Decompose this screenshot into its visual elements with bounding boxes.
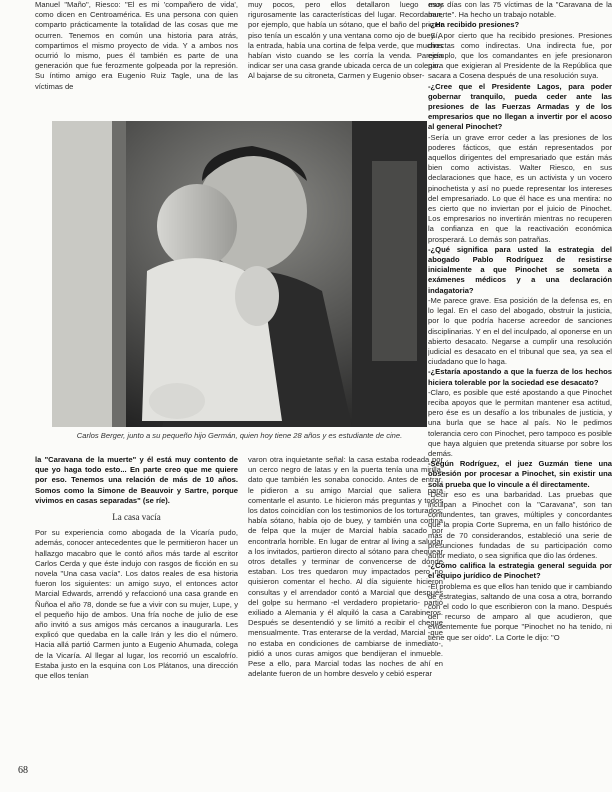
photo-caption: Carlos Berger, junto a su pequeño hijo Germán, quien hoy tiene 28 años y es estudiante de cine. [76, 431, 403, 440]
text-column-left-bottom [35, 455, 238, 785]
interview-question: -¿Cree que el Presidente Lagos, para poder gobernar tranquilo, pueda ceder ante las presiones de las Fuerzas Armadas y de los empresarios que no llegan a invertir por el acoso al general Pinochet? [428, 81, 612, 132]
text-column-right [428, 0, 612, 792]
interview-answer: -Sería un grave error ceder a las presiones de los poderes fácticos, que están representados por aquellos dirigentes del empresariado que están más bien como activistas. Walter Riesco, en sus declaraciones que hace, es un activista y un vocero pinochetista y así no puede representar los intereses del empresariado. Lo que él hace es una mentira: no es cierto que no inviertan por el juicio de Pinochet. Los empresarios no invertirán mientras no recuperen la confianza en que la reactivación económica prosperará. Lo demás son patrañas. [428, 132, 612, 244]
text-column-middle-top [248, 0, 443, 122]
paragraph: Al bajarse de su citroneta, Carmen y Eugenio obser- [248, 71, 425, 81]
interview-answer: -Claro, es posible que esté apostando a que Pinochet reciba apoyos que le permitan mantener esa actitud, pero ése es un desafío a los tribunales de justicia, y una burla que se hace al país. No le pedimos tolerancia cero con Pinochet, pero tampoco es posible que haya alguien que pretenda situarse por sobre los demás. [428, 387, 612, 458]
paragraph: Por su experiencia como abogada de la Vicaría pudo, además, conocer antecedentes que le permitieron hacer un hallazgo macabro que le contó años más tarde al escritor Carlos Cerda y que éste indujo con rasgos de ficción en su novela "Una casa vacía". Los datos reales de esa historia fueron los siguientes: un amigo suyo, el entonces actor Marcial Edwards, arrendó y refaccionó una casa grande en Ñuñoa el año 78, donde se fue a vivir con su mujer, Lupe, y el pequeño hijo de ambos. Una fría noche de julio de ese año invitó a sus amigos más cercanos a inaugurarla. Les explicó que quedaba en la calle Irán y les dio el número. Hacia allá partió Carmen junto a Eugenio Ahumada, colega de la Vicaría. Al llegar al lugar, los recorrió un escalofrío. Estaba justo en la esquina con Los Plátanos, una dirección que ellos tenían [35, 528, 238, 681]
section-heading: La casa vacía [112, 512, 161, 523]
interview-answer: -Sí, por cierto que ha recibido presiones. Presiones directas como indirectas. Una indirecta fue, por ejemplo, que los comandantes en jefe presionaron para que exigieran al Presidente de la República que sacara a Cosena después de una resolución suya. [428, 30, 612, 81]
interview-answer: -Me parece grave. Esa posición de la defensa es, en lo legal. En el caso del abogado, obstruir la justicia, por lo que podría hacerse acreedor de sanciones disciplinarias. Y en el del inculpado, al oponerse en un abierto desacato. Negarse a cumplir una resolución judicial es desacato en el tribunal que sea, ya sea el ciudadano que lo haga. [428, 295, 612, 367]
paragraph: varon otra inquietante señal: la casa estaba rodeada por un cerco negro de latas y en la puerta tenía una mirilla, dato que también les sonaba conocido. Antes de entrar, le pidieron a su amigo Marcial que saliera para comentarle el asunto. Le hicieron más preguntas y todos los datos coincidían con los testimonios de los torturados: había sótano, había ojo de buey, y también una cortina de felpa que la mujer de Marcial había sacado por encontrarla horrible. En lugar de entrar al living a saludar a los invitados, partieron directo al sótano para chequear otros detalles y terminar de convencerse de dónde estaban. Los tres quedaron muy impactados pero no quisieron comentar el hecho. Al día siguiente hicieron consultas y el arrendador contó a Marcial que después del golpe su hermano -el verdadero propietario- partió exiliado a Alemania y él alquiló la casa a Carabineros. Después se desentendió y se limitó a recibir el cheque mensualmente. Tras enterarse de la verdad, Marcial -que no estaba en condiciones de cambiarse de inmediato-, pidió a unos curas amigos que bendijeran el inmueble. Pese a ello, para Marcial todas las noches de ahí en adelante fueron de un hombre desvelo y cebió esperar [248, 455, 443, 679]
interview-answer: -El problema es que ellos han tenido que ir cambiando de estrategias, saltando de una cosa a otra, borrando con el codo lo que escribieron con la mano. Después del recurso de amparo al que acudieron, que evidentemente fue porque "Pinochet no ha tenido, ni tiene que ser oído". La Corte le dijo: "O [428, 581, 612, 642]
paragraph-intro: la "Caravana de la muerte" y él está muy contento de que yo haga todo esto... En parte creo que me quiere por eso. Tenemos una relación de más de 10 años. Somos como la Simone de Beauvoir y Sartre, porque vivimos en casas separadas" (se ríe). [35, 455, 238, 505]
photo-father-and-baby [52, 121, 427, 427]
paragraph: muy pocos, pero ellos detallaron luego muy rigurosamente las características del lugar. Recordaban, por ejemplo, que había un sótano, que el baño del primer piso tenía un escalón y una ventana como ojo de buey. A la entrada, había una cortina de felpa verde, que muchos habían visto cuando se les corría la venda. Parecía indicar ser una casa grande ubicada cerca de un colegio. [248, 0, 443, 71]
interview-question: -Según Rodríguez, el juez Guzmán tiene una obsesión por procesar a Pinochet, sin existir una sola prueba que lo vincule a él directamente. [428, 459, 612, 489]
interview-question: -¿Ha recibido presiones? [428, 20, 520, 30]
interview-question: -¿Cómo califica la estrategia general seguida por el equipo jurídico de Pinochet? [428, 561, 612, 581]
text-column-middle-bottom [248, 455, 443, 785]
page-number: 68 [18, 765, 28, 776]
interview-answer: esos días con las 75 víctimas de la "Caravana de la muerte". Ha hecho un trabajo notable. [428, 0, 612, 20]
paragraph: Manuel "Maño", Riesco: "El es mi 'compañero de vida', como dicen en Centroamérica. Es una persona con quien comparto prácticamente la totalidad de las cosas que me ocurren. Tenemos en común una historia para atrás, compartimos el mismo proyecto de vida. Y a ambos nos ocurrió lo mismo, pues él también es parte de una generación que fue ferozmente golpeada por la represión. Su íntimo amigo era Eugenio Ruiz Tagle, una de las víctimas de [35, 0, 238, 91]
photo-image [52, 121, 427, 427]
interview-question: -¿Estaría apostando a que la fuerza de los hechos hiciera tolerable por la sociedad ese desacato? [428, 367, 612, 387]
interview-answer: -Decir eso es una barbaridad. Las pruebas que inculpan a Pinochet con la "Caravana", son tan contundentes, tan graves, múltiples y concordantes que la propia Corte Suprema, en un fallo histórico de más de 70 considerandos, estableció una serie de presunciones fundadas de su participación como autor mediato, o sea significa que dio las órdenes. [428, 489, 612, 560]
interview-question: -¿Qué significa para usted la estrategia del abogado Pablo Rodríguez de resistirse inicialmente a que Pinochet se someta a exámenes médicos y a una declaración indagatoria? [428, 244, 612, 295]
text-column-left-top [35, 0, 238, 122]
